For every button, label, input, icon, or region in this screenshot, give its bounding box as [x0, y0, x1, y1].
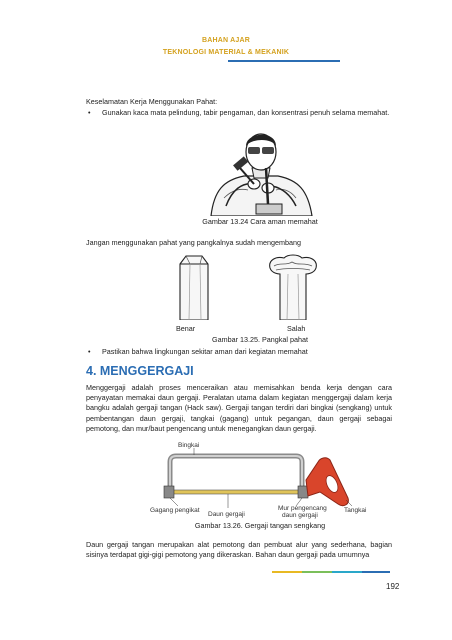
safety-heading: Keselamatan Kerja Menggunakan Pahat:	[86, 97, 218, 106]
footer-rule-cyan	[332, 571, 362, 573]
label-mur-line2: daun gergaji	[282, 512, 318, 519]
page-number: 192	[386, 582, 400, 591]
label-tangkai: Tangkai	[344, 507, 367, 514]
environment-bullet-text: Pastikan bahwa lingkungan sekitar aman dari kegiatan memahat	[102, 347, 308, 356]
section-title: 4. MENGGERGAJI	[86, 364, 194, 378]
label-bingkai: Bingkai	[178, 442, 200, 449]
figure-13-24-caption: Gambar 13.24 Cara aman memahat	[202, 217, 318, 226]
figure-13-26-caption: Gambar 13.26. Gergaji tangan sengkang	[194, 521, 326, 530]
bullet-dot: •	[88, 108, 91, 117]
header-title: BAHAN AJAR	[201, 37, 251, 44]
label-mur-line1: Mur pengencang	[278, 505, 327, 512]
label-daun-gergaji: Daun gergaji	[208, 511, 245, 518]
footer-rule-yellow	[272, 571, 302, 573]
warning-text: Jangan menggunakan pahat yang pangkalnya sudah mengembang	[86, 238, 301, 247]
header-subtitle: TEKNOLOGI MATERIAL & MEKANIK	[162, 49, 290, 56]
section-paragraph: Menggergaji adalah proses menceraikan atau memisahkan benda kerja dengan cara penyayatan memakai daun gergaji. Peralatan utama dalam kegiatan menggergaji dalam kerja bangku adalah gergaji tangan (Hack saw). Gergaji tangan terdiri dari bingkai (sengkang) untuk pembentangan daun gergaji, tangkai (gagang) untuk pegangan, daun gergaji sebagai pemotong, dan mur/baut pengencang untuk menegangkan daun gergaji.	[86, 383, 392, 433]
label-salah: Salah	[287, 324, 306, 333]
footer-rule-green	[302, 571, 332, 573]
chisel-head-mushroomed	[266, 254, 320, 320]
closing-paragraph: Daun gergaji tangan merupakan alat pemotong dan pembuat alur yang sederhana, bagian sisinya terdapat gigi-gigi pemotong yang dikeraskan. Bahan daun gergaji pada umumnya	[86, 540, 392, 560]
footer-rule-blue	[362, 571, 390, 573]
label-gagang-pengikat: Gagang pengikat	[150, 507, 200, 514]
hacksaw-illustration	[148, 440, 380, 520]
label-benar: Benar	[176, 324, 196, 333]
chiselling-illustration	[196, 128, 326, 216]
figure-13-25-caption: Gambar 13.25. Pangkal pahat	[212, 335, 308, 344]
bullet-dot: •	[88, 347, 91, 356]
header-rule	[228, 60, 340, 62]
safety-bullet-text: Gunakan kaca mata pelindung, tabir pengaman, dan konsentrasi penuh selama memahat.	[102, 108, 390, 117]
chisel-head-correct	[174, 254, 214, 320]
